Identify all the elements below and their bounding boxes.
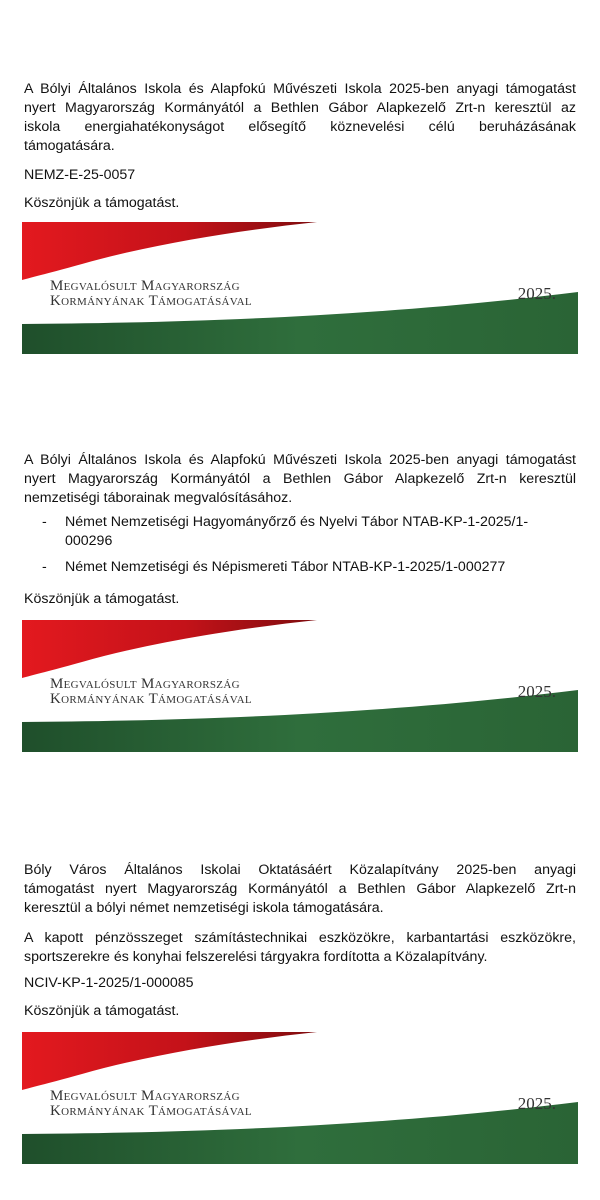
notice-2-thanks: Köszönjük a támogatást. [24,591,180,607]
text-line: A Bólyi Általános Iskola és Alapfokú Művészeti Iskola 2025-ben anyagi támogatást [24,81,576,97]
text-line: támogatást nyert Magyarország Kormányától a Bethlen Gábor Alapkezelő Zrt-n [24,881,576,897]
bullet-dash: - [42,514,47,530]
notice-3-text-2 [24,929,576,967]
banner-caption [50,1089,252,1119]
text-line: A kapott pénzösszeget számítástechnikai eszközökre, karbantartási eszközökre, [24,930,576,946]
text-line: sportszerekre és konyhai felszerelési tárgyakra fordította a Közalapítvány. [24,949,488,965]
banner-year: 2025. [517,1094,556,1113]
bullet-dash: - [42,559,47,575]
text-line: Bóly Város Általános Iskolai Oktatásáért Közalapítvány 2025-ben anyagi [24,862,576,878]
project-name: Német Nemzetiségi Hagyományőrző és Nyelvi Tábor NTAB-KP-1-2025/1- 000296 [65,514,529,549]
notice-3-text [24,861,576,918]
caption-line-1: Megvalósult Magyarország [50,1088,240,1104]
banner-year: 2025. [517,682,556,701]
text-line: nyert Magyarország Kormányától a Bethlen Gábor Alapkezelő Zrt-n keresztül az [24,100,576,116]
caption-line-1: Megvalósult Magyarország [50,278,240,294]
caption-line-2: Kormányának Támogatásával [50,1103,252,1119]
caption-line-2: Kormányának Támogatásával [50,293,252,309]
project-name: Német Nemzetiségi és Népismereti Tábor NTAB-KP-1-2025/1-000277 [65,559,506,575]
notice-3-code: NCIV-KP-1-2025/1-000085 [24,975,194,991]
text-line: támogatására. [24,138,115,154]
red-band [22,1032,317,1090]
text-line: keresztül a bólyi német nemzetiségi iskola támogatására. [24,900,384,916]
government-support-banner [22,1032,578,1164]
notice-3-thanks: Köszönjük a támogatást. [24,1003,180,1019]
notice-1-thanks: Köszönjük a támogatást. [24,195,180,211]
notice-1-code: NEMZ-E-25-0057 [24,167,136,183]
banner-year: 2025. [517,284,556,303]
text-line: A Bólyi Általános Iskola és Alapfokú Művészeti Iskola 2025-ben anyagi támogatást [24,452,576,468]
caption-line-1: Megvalósult Magyarország [50,676,240,692]
text-line: nemzetiségi táborainak megvalósításához. [24,490,293,506]
caption-line-2: Kormányának Támogatásával [50,691,252,707]
text-line: nyert Magyarország Kormányától a Bethlen Gábor Alapkezelő Zrt-n keresztül [24,471,576,487]
text-line: iskola energiahatékonyságot elősegítő köznevelési célú beruházásának [24,119,576,135]
